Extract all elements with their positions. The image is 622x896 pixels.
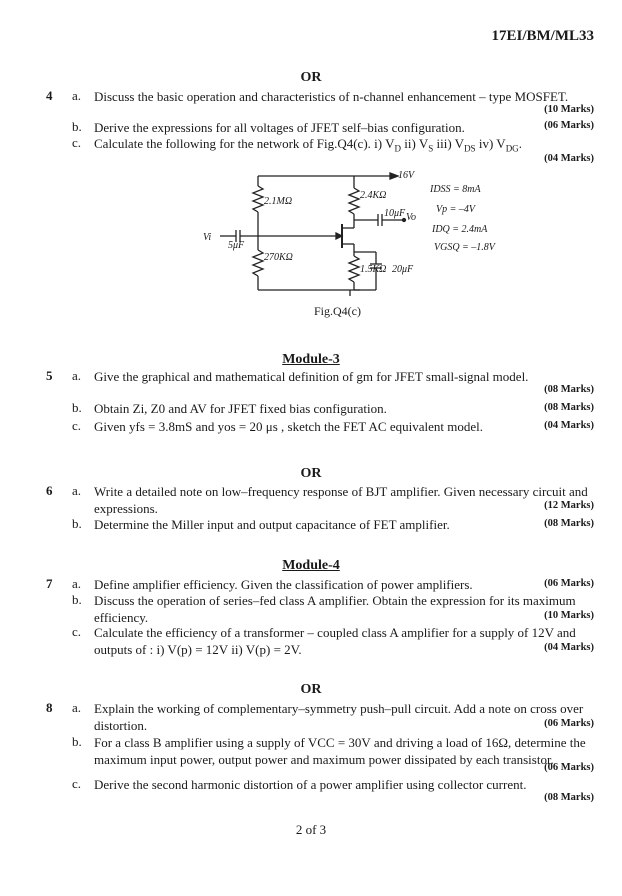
question-text: Derive the expressions for all voltages of JFET self–bias configuration. <box>94 120 465 135</box>
idq-label: IDQ = 2.4mA <box>432 224 488 235</box>
idss-label: IDSS = 8mA <box>430 184 481 195</box>
paper-code: 17EI/BM/ML33 <box>491 28 594 44</box>
module-heading: Module-3 <box>282 352 340 367</box>
marks: (06 Marks) <box>544 718 594 729</box>
question-number: 5 <box>46 368 53 383</box>
question-text: For a class B amplifier using a supply of VCC = 30V and driving a load of 16Ω, determine the maximum input power, output power and maximum power dissipated by each transistor. <box>94 735 586 767</box>
subpart-label: c. <box>72 776 82 791</box>
question-text: Explain the working of complementary–symmetry push–pull circuit. Add a note on cross over distortion. <box>94 701 584 733</box>
question-number: 6 <box>46 483 53 498</box>
supply-label: 16V <box>398 170 415 181</box>
question-text: Derive the second harmonic distortion of a power amplifier using collector current. <box>94 777 527 792</box>
marks: (04 Marks) <box>544 420 594 431</box>
marks: (08 Marks) <box>544 792 594 803</box>
figure-caption: Fig.Q4(c) <box>314 304 361 318</box>
subpart-label: a. <box>72 368 82 383</box>
cs-label: 20μF <box>392 264 414 275</box>
marks: (06 Marks) <box>544 578 594 589</box>
subpart-label: c. <box>72 624 82 639</box>
subpart-label: a. <box>72 576 82 591</box>
marks: (08 Marks) <box>544 384 594 395</box>
marks: (06 Marks) <box>544 762 594 773</box>
subpart-label: b. <box>72 734 82 749</box>
vo-label: Vo <box>406 212 416 223</box>
vgsq-label: VGSQ = –1.8V <box>434 242 495 253</box>
marks: (10 Marks) <box>544 104 594 115</box>
question-text: Discuss the basic operation and characteristics of n-channel enhancement – type MOSFET. <box>94 89 569 104</box>
subpart-label: c. <box>72 418 82 433</box>
page-number: 2 of 3 <box>295 822 327 837</box>
or-divider: OR <box>300 682 322 697</box>
subpart-label: a. <box>72 700 82 715</box>
question-number: 4 <box>46 88 53 103</box>
marks: (08 Marks) <box>544 518 594 529</box>
r2-label: 270KΩ <box>264 252 293 263</box>
subpart-label: b. <box>72 516 82 531</box>
marks: (06 Marks) <box>544 120 594 131</box>
rd-label: 2.4KΩ <box>360 190 387 201</box>
marks: (08 Marks) <box>544 402 594 413</box>
cout-label: 10μF <box>384 208 406 219</box>
question-number: 7 <box>46 576 53 591</box>
marks: (10 Marks) <box>544 610 594 621</box>
subpart-label: b. <box>72 400 82 415</box>
or-divider: OR <box>300 466 322 481</box>
question-text: Given yfs = 3.8mS and yos = 20 μs , sketch the FET AC equivalent model. <box>94 419 483 434</box>
vp-label: Vp = –4V <box>436 204 475 215</box>
module-heading: Module-4 <box>282 558 340 573</box>
question-text: Define amplifier efficiency. Given the classification of power amplifiers. <box>94 577 473 592</box>
question-text: Determine the Miller input and output capacitance of FET amplifier. <box>94 517 450 532</box>
cin-label: 5μF <box>228 240 245 251</box>
r1-label: 2.1MΩ <box>264 196 293 207</box>
subpart-label: a. <box>72 483 82 498</box>
rs-label: 1.5KΩ <box>360 264 387 275</box>
question-text: Obtain Zi, Z0 and AV for JFET fixed bias configuration. <box>94 401 387 416</box>
question-text: Discuss the operation of series–fed class A amplifier. Obtain the expression for its maximum efficiency. <box>94 593 576 625</box>
question-text: Give the graphical and mathematical definition of gm for JFET small-signal model. <box>94 369 529 384</box>
subpart-label: b. <box>72 119 82 134</box>
marks: (04 Marks) <box>544 153 594 164</box>
or-divider: OR <box>300 70 322 85</box>
question-text: Calculate the efficiency of a transformer – coupled class A amplifier for a supply of 12V and outputs of : i) V(p) = 12V ii) V(p) = 2V. <box>94 625 576 657</box>
marks: (04 Marks) <box>544 642 594 653</box>
question-text: Calculate the following for the network of Fig.Q4(c). i) $V_D$ ii) $V_S$ iii) $V_{DS}$ iv) $V_{DG}$. <box>94 136 522 154</box>
subpart-label: c. <box>72 135 82 150</box>
question-text: Write a detailed note on low–frequency response of BJT amplifier. Given necessary circuit and expressions. <box>94 484 588 516</box>
subpart-label: a. <box>72 88 82 103</box>
marks: (12 Marks) <box>544 500 594 511</box>
question-number: 8 <box>46 700 53 715</box>
subpart-label: b. <box>72 592 82 607</box>
vi-label: Vi <box>203 232 212 243</box>
